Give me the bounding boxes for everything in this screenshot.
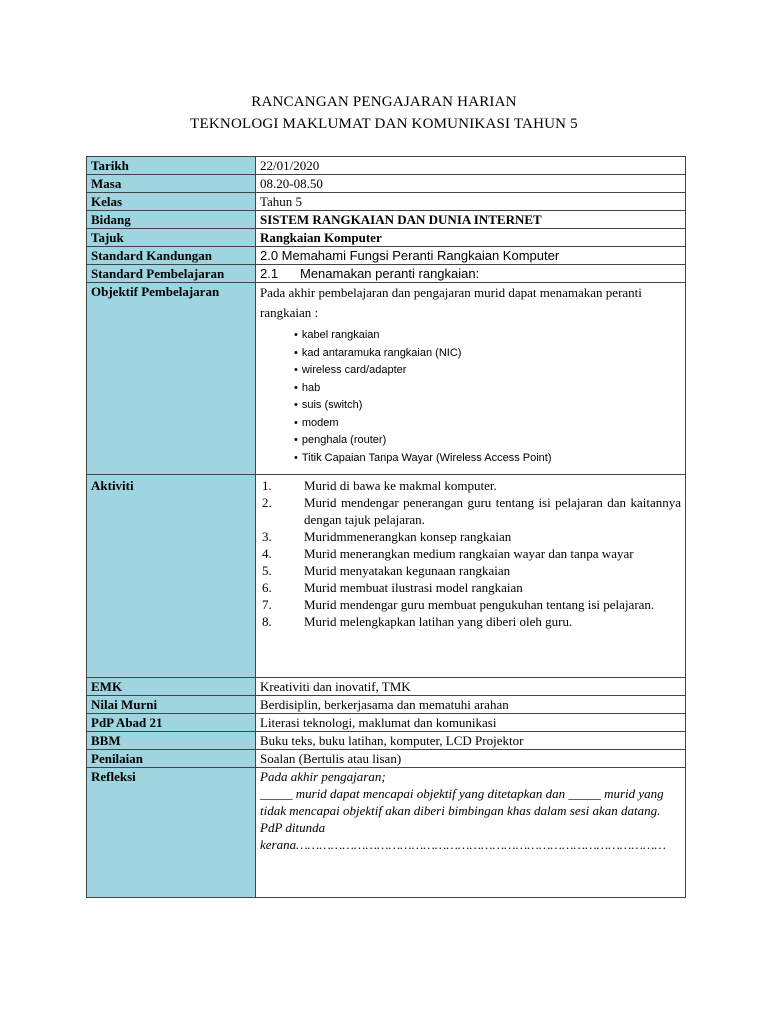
value-standard-pembelajaran bbox=[256, 265, 686, 283]
row-bbm bbox=[87, 732, 686, 750]
list-item: • penghala (router) bbox=[294, 432, 681, 450]
item-text: Murid membuat ilustrasi model rangkaian bbox=[304, 580, 523, 595]
value-refleksi bbox=[256, 768, 686, 898]
refleksi-line: _____ murid dapat mencapai objektif yang ditetapkan dan _____ murid yang tidak mencapai objektif akan diberi bimbingan khas dalam sesi akan datang. bbox=[260, 786, 664, 818]
list-item bbox=[260, 477, 681, 494]
value-emk: Kreativiti dan inovatif, TMK bbox=[256, 678, 686, 696]
item-text: Murid di bawa ke makmal komputer. bbox=[304, 478, 497, 493]
list-item: • suis (switch) bbox=[294, 397, 681, 415]
list-item bbox=[260, 579, 681, 596]
row-emk bbox=[87, 678, 686, 696]
value-objektif bbox=[256, 283, 686, 475]
item-text: Murid mendengar penerangan guru tentang isi pelajaran dan kaitannya dengan tajuk pelajaran. bbox=[304, 495, 681, 527]
label-nilai-murni: Nilai Murni bbox=[87, 696, 256, 714]
label-refleksi: Refleksi bbox=[87, 768, 256, 898]
item-number: 5. bbox=[262, 563, 272, 578]
label-bidang: Bidang bbox=[87, 211, 256, 229]
refleksi-line: Pada akhir pengajaran; bbox=[260, 769, 386, 784]
item-text: Murid melengkapkan latihan yang diberi oleh guru. bbox=[304, 614, 573, 629]
row-nilai-murni bbox=[87, 696, 686, 714]
row-pdp-abad-21 bbox=[87, 714, 686, 732]
refleksi-line: PdP ditunda bbox=[260, 820, 326, 835]
value-bbm: Buku teks, buku latihan, komputer, LCD Projektor bbox=[256, 732, 686, 750]
row-aktiviti bbox=[87, 475, 686, 678]
item-number: 7. bbox=[262, 597, 272, 612]
list-item bbox=[260, 596, 681, 613]
row-tajuk bbox=[87, 229, 686, 247]
row-masa bbox=[87, 175, 686, 193]
value-kelas: Tahun 5 bbox=[256, 193, 686, 211]
list-item: • hab bbox=[294, 380, 681, 398]
label-emk: EMK bbox=[87, 678, 256, 696]
value-nilai-murni: Berdisiplin, berkerjasama dan mematuhi arahan bbox=[256, 696, 686, 714]
label-kelas: Kelas bbox=[87, 193, 256, 211]
row-bidang bbox=[87, 211, 686, 229]
value-aktiviti bbox=[256, 475, 686, 678]
item-number: 8. bbox=[262, 614, 272, 629]
list-item bbox=[260, 562, 681, 579]
row-tarikh bbox=[87, 157, 686, 175]
item-number: 2. bbox=[262, 495, 272, 510]
item-text: Muridmmenerangkan konsep rangkaian bbox=[304, 529, 512, 544]
row-penilaian bbox=[87, 750, 686, 768]
sp-number: 2.1 bbox=[260, 266, 279, 281]
row-objektif bbox=[87, 283, 686, 475]
label-standard-kandungan: Standard Kandungan bbox=[87, 247, 256, 265]
list-item bbox=[260, 545, 681, 562]
value-tarikh: 22/01/2020 bbox=[256, 157, 686, 175]
label-masa: Masa bbox=[87, 175, 256, 193]
list-item: • modem bbox=[294, 415, 681, 433]
item-text: Murid mendengar guru membuat pengukuhan tentang isi pelajaran. bbox=[304, 597, 655, 612]
activity-list bbox=[260, 477, 681, 630]
device-list bbox=[294, 327, 681, 467]
item-number: 6. bbox=[262, 580, 272, 595]
label-aktiviti: Aktiviti bbox=[87, 475, 256, 678]
item-text: Murid menerangkan medium rangkaian wayar dan tanpa wayar bbox=[304, 546, 634, 561]
document-title: RANCANGAN PENGAJARAN HARIAN bbox=[251, 94, 517, 110]
sp-text: Menamakan peranti rangkaian: bbox=[300, 266, 480, 281]
value-bidang: SISTEM RANGKAIAN DAN DUNIA INTERNET bbox=[256, 211, 686, 229]
list-item: • Titik Capaian Tanpa Wayar (Wireless Access Point) bbox=[294, 450, 681, 468]
label-bbm: BBM bbox=[87, 732, 256, 750]
list-item: • kad antaramuka rangkaian (NIC) bbox=[294, 345, 681, 363]
list-item: • wireless card/adapter bbox=[294, 362, 681, 380]
list-item bbox=[260, 613, 681, 630]
document-subtitle: TEKNOLOGI MAKLUMAT DAN KOMUNIKASI TAHUN 5 bbox=[190, 116, 578, 132]
list-item bbox=[260, 494, 681, 528]
row-standard-pembelajaran bbox=[87, 265, 686, 283]
list-item bbox=[260, 528, 681, 545]
item-number: 3. bbox=[262, 529, 272, 544]
value-masa: 08.20-08.50 bbox=[256, 175, 686, 193]
label-standard-pembelajaran: Standard Pembelajaran bbox=[87, 265, 256, 283]
value-pdp-abad-21: Literasi teknologi, maklumat dan komunikasi bbox=[256, 714, 686, 732]
value-tajuk: Rangkaian Komputer bbox=[256, 229, 686, 247]
item-number: 4. bbox=[262, 546, 272, 561]
row-kelas bbox=[87, 193, 686, 211]
label-tajuk: Tajuk bbox=[87, 229, 256, 247]
label-pdp-abad-21: PdP Abad 21 bbox=[87, 714, 256, 732]
objektif-intro: Pada akhir pembelajaran dan pengajaran murid dapat menamakan peranti rangkaian : bbox=[260, 285, 642, 320]
value-penilaian: Soalan (Bertulis atau lisan) bbox=[256, 750, 686, 768]
row-standard-kandungan bbox=[87, 247, 686, 265]
item-number: 1. bbox=[262, 478, 272, 493]
label-objektif: Objektif Pembelajaran bbox=[87, 283, 256, 475]
value-standard-kandungan: 2.0 Memahami Fungsi Peranti Rangkaian Komputer bbox=[256, 247, 686, 265]
label-tarikh: Tarikh bbox=[87, 157, 256, 175]
label-penilaian: Penilaian bbox=[87, 750, 256, 768]
row-refleksi bbox=[87, 768, 686, 898]
lesson-plan-table bbox=[86, 156, 686, 898]
refleksi-line: kerana…………………………………………………………………………………… bbox=[260, 837, 666, 852]
list-item: • kabel rangkaian bbox=[294, 327, 681, 345]
item-text: Murid menyatakan kegunaan rangkaian bbox=[304, 563, 511, 578]
